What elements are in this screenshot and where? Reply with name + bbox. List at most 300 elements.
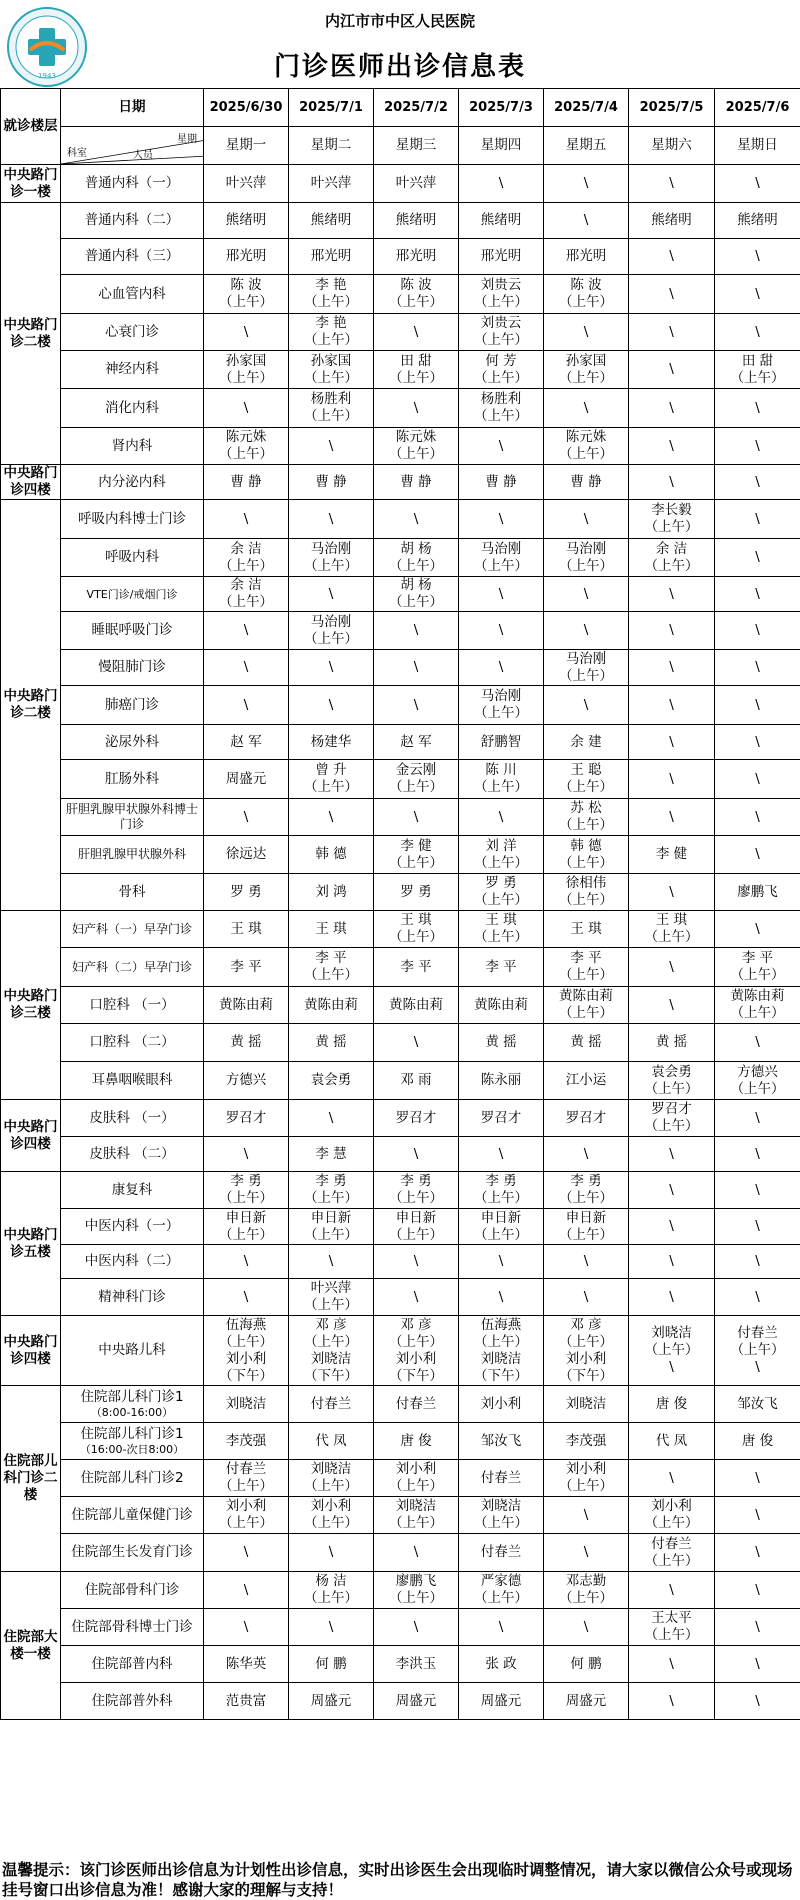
doctor-name: 叶兴萍 xyxy=(310,1280,352,1296)
doctor-name: \ xyxy=(328,808,334,825)
schedule-cell xyxy=(374,612,459,650)
schedule-cell xyxy=(544,1137,629,1172)
dept-cell xyxy=(61,428,204,465)
session-label: （上午） xyxy=(304,1333,358,1350)
doctor-name: 王 琪 xyxy=(570,920,602,937)
schedule-table xyxy=(0,88,800,1720)
schedule-cell xyxy=(204,1646,289,1683)
svg-text:1943: 1943 xyxy=(38,72,56,80)
doctor-name: 张 政 xyxy=(485,1655,517,1672)
floor-cell: 中央路门诊二楼 xyxy=(1,203,61,465)
schedule-cell xyxy=(289,1609,374,1646)
doctor-name: 黄陈由莉 xyxy=(304,996,358,1013)
doctor-name: 刘 鸿 xyxy=(315,883,347,900)
doctor-name: 邓 彦 xyxy=(400,1316,432,1333)
schedule-cell xyxy=(715,1423,800,1460)
schedule-cell xyxy=(204,1497,289,1534)
session-label: （上午） xyxy=(474,1333,528,1350)
doctor-name: 廖鹏飞 xyxy=(395,1573,437,1589)
dept-cell xyxy=(61,686,204,725)
dept-cell xyxy=(61,1423,204,1460)
doctor-name: 王 琪 xyxy=(485,912,517,928)
doctor-name: 付春兰 xyxy=(225,1461,267,1477)
dept-name: 肾内科 xyxy=(111,437,153,454)
schedule-cell xyxy=(374,1100,459,1137)
table-row xyxy=(1,275,800,314)
session-label: （上午） xyxy=(304,408,358,424)
dept-name: 住院部儿科门诊1 xyxy=(80,1425,184,1442)
doctor-name: \ xyxy=(498,437,504,454)
session-label: （上午） xyxy=(219,1333,273,1350)
doctor-name: 唐 俊 xyxy=(655,1395,688,1412)
schedule-cell xyxy=(715,1172,800,1209)
doctor-name: \ xyxy=(583,1145,589,1162)
weekday-cell: 星期四 xyxy=(459,127,544,165)
dept-cell xyxy=(61,275,204,314)
schedule-cell xyxy=(715,1279,800,1316)
schedule-cell xyxy=(289,1646,374,1683)
date-cell: 2025/7/5 xyxy=(629,89,715,127)
dept-name: 呼吸内科 xyxy=(105,549,159,565)
doctor-name: \ xyxy=(413,622,419,638)
schedule-cell xyxy=(374,1245,459,1279)
weekday-cell: 星期三 xyxy=(374,127,459,165)
doctor-name: 叶兴萍 xyxy=(225,175,267,191)
session-label: （上午） xyxy=(559,892,613,908)
doctor-name: 罗 勇 xyxy=(400,883,432,900)
schedule-cell xyxy=(459,836,544,874)
session-label: （上午） xyxy=(389,779,443,795)
schedule-cell xyxy=(204,1245,289,1279)
doctor-name: 韩 德 xyxy=(570,837,602,854)
doctor-name: 李 勇 xyxy=(230,1173,262,1189)
schedule-cell xyxy=(459,1683,544,1720)
doctor-name: 王 琪 xyxy=(655,912,688,928)
table-row xyxy=(1,874,800,911)
doctor-name: 邓 彦 xyxy=(570,1316,602,1333)
schedule-cell xyxy=(715,465,800,500)
doctor-name: 黄 摇 xyxy=(570,1034,602,1050)
doctor-name: \ xyxy=(669,1181,674,1198)
doctor-name: \ xyxy=(669,285,674,302)
dept-name: 口腔科 （一） xyxy=(89,996,175,1013)
doctor-name: \ xyxy=(669,659,674,675)
table-row xyxy=(1,1460,800,1497)
floor-cell: 住院部大楼一楼 xyxy=(1,1572,61,1720)
doctor-name: 李 健 xyxy=(400,837,432,854)
schedule-cell xyxy=(544,650,629,686)
schedule-cell xyxy=(289,725,374,760)
table-row xyxy=(1,1497,800,1534)
schedule-cell xyxy=(459,1534,544,1572)
schedule-cell xyxy=(289,239,374,275)
table-row xyxy=(1,465,800,500)
dept-cell xyxy=(61,1572,204,1609)
schedule-cell xyxy=(374,1423,459,1460)
doctor-name: \ xyxy=(583,1253,589,1269)
doctor-name: 周盛元 xyxy=(225,770,267,787)
doctor-name: \ xyxy=(669,473,674,490)
schedule-cell xyxy=(289,1172,374,1209)
session-label: （上午） xyxy=(389,294,443,310)
dept-cell xyxy=(61,314,204,351)
schedule-cell xyxy=(374,428,459,465)
schedule-cell xyxy=(544,1423,629,1460)
dept-cell xyxy=(61,948,204,987)
doctor-name: \ xyxy=(669,361,674,377)
schedule-cell xyxy=(629,275,715,314)
schedule-cell xyxy=(459,389,544,428)
schedule-cell xyxy=(544,612,629,650)
doctor-name: 刘晓洁 xyxy=(225,1395,267,1412)
schedule-cell xyxy=(289,314,374,351)
doctor-name: 熊绪明 xyxy=(480,212,522,228)
schedule-cell xyxy=(459,650,544,686)
schedule-cell xyxy=(374,1137,459,1172)
dept-name: 中医内科（一） xyxy=(84,1218,180,1234)
schedule-cell xyxy=(544,314,629,351)
schedule-cell xyxy=(629,428,715,465)
schedule-cell xyxy=(544,389,629,428)
schedule-cell xyxy=(629,874,715,911)
doctor-name: 陈 川 xyxy=(485,762,517,778)
doctor-name: \ xyxy=(498,1618,504,1635)
schedule-cell xyxy=(204,577,289,612)
schedule-cell xyxy=(374,1683,459,1720)
doctor-name: \ xyxy=(669,808,674,825)
doctor-name: 黄陈由莉 xyxy=(219,996,273,1013)
doctor-name: 李茂强 xyxy=(225,1432,267,1449)
schedule-cell xyxy=(289,1572,374,1609)
doctor-name: 廖鹏飞 xyxy=(737,883,778,900)
schedule-cell xyxy=(544,1209,629,1245)
doctor-name: 刘小利 xyxy=(565,1461,607,1477)
doctor-name: \ xyxy=(498,808,504,825)
doctor-name: 邓 彦 xyxy=(315,1316,347,1333)
doctor-name: 孙家国 xyxy=(225,352,267,369)
table-row xyxy=(1,1100,800,1137)
schedule-cell xyxy=(459,1497,544,1534)
schedule-cell xyxy=(204,539,289,577)
hospital-name: 内江市市中区人民医院 xyxy=(324,12,475,30)
doctor-name: \ xyxy=(328,1253,334,1269)
schedule-cell xyxy=(289,836,374,874)
schedule-cell xyxy=(544,1062,629,1100)
schedule-cell xyxy=(204,1609,289,1646)
dept-hours: （8:00-16:00） xyxy=(90,1405,174,1419)
doctor-name: 何 鹏 xyxy=(315,1655,347,1672)
session-label: （上午） xyxy=(559,967,613,983)
dept-name: 普通内科（二） xyxy=(84,212,180,228)
table-row xyxy=(1,650,800,686)
schedule-cell xyxy=(459,428,544,465)
schedule-cell xyxy=(629,836,715,874)
dept-cell xyxy=(61,239,204,275)
doctor-name: 余 洁 xyxy=(655,540,688,557)
schedule-cell xyxy=(289,650,374,686)
schedule-cell xyxy=(289,428,374,465)
schedule-cell xyxy=(374,1534,459,1572)
schedule-cell xyxy=(459,1137,544,1172)
doctor-name: 陈华英 xyxy=(225,1655,267,1672)
doctor-name: 唐 俊 xyxy=(400,1432,432,1449)
dept-cell xyxy=(61,1497,204,1534)
doctor-name: 代 凤 xyxy=(655,1432,688,1449)
schedule-cell xyxy=(204,1316,289,1386)
session-label: （上午） xyxy=(644,1342,699,1358)
schedule-cell xyxy=(289,1460,374,1497)
schedule-cell xyxy=(544,1460,629,1497)
table-row xyxy=(1,500,800,539)
schedule-cell xyxy=(715,799,800,836)
doctor-name: 刘晓洁 xyxy=(565,1395,607,1412)
dept-name: 心衰门诊 xyxy=(105,323,159,340)
table-row xyxy=(1,165,800,203)
schedule-cell xyxy=(715,1100,800,1137)
doctor-name: 唐 俊 xyxy=(741,1432,774,1449)
schedule-cell xyxy=(289,948,374,987)
schedule-cell xyxy=(374,1572,459,1609)
doctor-name: 徐远达 xyxy=(225,846,267,862)
dept-hours: （16:00-次日8:00） xyxy=(79,1442,185,1456)
session-label: （上午） xyxy=(389,929,443,945)
doctor-name: 金云刚 xyxy=(395,762,437,778)
session-label: （上午） xyxy=(219,557,273,574)
schedule-cell xyxy=(715,428,800,465)
table-row xyxy=(1,428,800,465)
doctor-name: \ xyxy=(669,622,674,638)
date-cell: 2025/6/30 xyxy=(204,89,289,127)
doctor-name: \ xyxy=(413,1618,419,1635)
doctor-name: \ xyxy=(669,323,674,340)
schedule-cell xyxy=(204,836,289,874)
schedule-cell xyxy=(629,389,715,428)
dept-cell xyxy=(61,1137,204,1172)
schedule-cell xyxy=(289,1245,374,1279)
date-cell: 2025/7/4 xyxy=(544,89,629,127)
dept-cell xyxy=(61,987,204,1024)
doctor-name: 周盛元 xyxy=(395,1692,437,1709)
session-label: （上午） xyxy=(474,557,528,574)
schedule-cell xyxy=(289,577,374,612)
doctor-name: 刘小利 xyxy=(310,1498,352,1514)
doctor-name: 刘小利 xyxy=(565,1350,607,1367)
doctor-name: 申日新 xyxy=(395,1209,437,1226)
schedule-cell xyxy=(204,760,289,799)
table-row xyxy=(1,239,800,275)
doctor-name: 李茂强 xyxy=(565,1432,607,1449)
schedule-cell xyxy=(374,725,459,760)
table-row xyxy=(1,1386,800,1423)
doctor-name: 刘晓洁 xyxy=(480,1350,522,1367)
doctor-name: \ xyxy=(583,622,589,638)
dept-cell xyxy=(61,1683,204,1720)
schedule-cell xyxy=(374,836,459,874)
dept-name: 住院部生长发育门诊 xyxy=(71,1544,193,1560)
schedule-cell xyxy=(204,1460,289,1497)
schedule-cell xyxy=(544,686,629,725)
doctor-name: 赵 军 xyxy=(230,733,262,750)
doctor-name: \ xyxy=(498,659,504,675)
session-label: （上午） xyxy=(474,1515,528,1531)
doctor-name: \ xyxy=(498,1253,504,1269)
schedule-cell xyxy=(374,203,459,239)
doctor-name: 刘小利 xyxy=(395,1461,437,1477)
doctor-name: \ xyxy=(669,1218,674,1234)
doctor-name: 罗召才 xyxy=(480,1109,522,1126)
doctor-name: \ xyxy=(755,175,760,191)
dept-cell xyxy=(61,1534,204,1572)
schedule-cell xyxy=(544,203,629,239)
table-row xyxy=(1,1024,800,1062)
session-label: （上午） xyxy=(219,1190,273,1206)
weekday-cell: 星期六 xyxy=(629,127,715,165)
floor-cell: 中央路门诊三楼 xyxy=(1,911,61,1100)
schedule-cell xyxy=(204,1279,289,1316)
schedule-cell xyxy=(715,836,800,874)
doctor-name: \ xyxy=(755,1506,760,1523)
doctor-name: \ xyxy=(583,1506,589,1523)
doctor-name: 邓志勤 xyxy=(565,1573,607,1589)
schedule-cell xyxy=(289,1316,374,1386)
doctor-name: 徐相伟 xyxy=(565,875,607,891)
doctor-name: \ xyxy=(669,996,674,1013)
table-row xyxy=(1,1572,800,1609)
doctor-name: 曾 升 xyxy=(315,762,347,778)
dept-name: 肛肠外科 xyxy=(105,770,159,787)
weekday-axis-label: 星期 xyxy=(177,134,197,145)
schedule-cell xyxy=(715,314,800,351)
doctor-name: 陈元姝 xyxy=(395,429,437,445)
doctor-name: 李 勇 xyxy=(400,1173,432,1189)
table-row xyxy=(1,314,800,351)
schedule-cell xyxy=(204,465,289,500)
doctor-name: 袁会勇 xyxy=(651,1063,692,1080)
doctor-name: 李长毅 xyxy=(651,502,692,518)
schedule-cell xyxy=(629,799,715,836)
doctor-name: \ xyxy=(669,175,674,191)
doctor-name: \ xyxy=(669,1359,674,1375)
doctor-name: 周盛元 xyxy=(310,1692,352,1709)
session-label: （上午） xyxy=(474,929,528,945)
doctor-name: 叶兴萍 xyxy=(395,175,437,191)
doctor-name: \ xyxy=(498,622,504,638)
dept-axis-label: 科室 xyxy=(67,148,87,159)
dept-cell xyxy=(61,500,204,539)
schedule-cell xyxy=(459,612,544,650)
doctor-name: \ xyxy=(413,1034,419,1050)
doctor-name: 黄陈由莉 xyxy=(474,996,528,1013)
table-row xyxy=(1,389,800,428)
doctor-name: 李 慧 xyxy=(315,1145,347,1162)
doctor-name: 方德兴 xyxy=(225,1072,267,1088)
doctor-name: \ xyxy=(669,1692,674,1709)
doctor-name: 罗 勇 xyxy=(485,875,517,891)
session-label: （上午） xyxy=(559,1190,613,1206)
schedule-cell xyxy=(204,1423,289,1460)
dept-cell xyxy=(61,1609,204,1646)
doctor-name: \ xyxy=(755,659,760,675)
session-label: （上午） xyxy=(389,1478,443,1494)
doctor-name: 陈 波 xyxy=(230,277,262,293)
dept-name: 中医内科（二） xyxy=(84,1253,180,1269)
doctor-name: \ xyxy=(755,1581,760,1598)
doctor-name: 刘贵云 xyxy=(480,315,522,331)
schedule-cell xyxy=(374,686,459,725)
doctor-name: \ xyxy=(755,585,760,602)
doctor-name: 陈元姝 xyxy=(565,429,607,445)
schedule-cell xyxy=(204,1209,289,1245)
session-label: （上午） xyxy=(474,369,528,386)
doctor-name: \ xyxy=(498,1288,504,1305)
doctor-name: \ xyxy=(755,399,760,416)
schedule-cell xyxy=(715,1209,800,1245)
schedule-cell xyxy=(289,539,374,577)
schedule-cell xyxy=(204,948,289,987)
dept-name: 内分泌内科 xyxy=(98,473,166,490)
schedule-cell xyxy=(629,165,715,203)
schedule-cell xyxy=(204,725,289,760)
doctor-name: 刘小利 xyxy=(225,1498,267,1514)
doctor-name: 黄 摇 xyxy=(485,1034,517,1050)
doctor-name: \ xyxy=(583,510,589,527)
schedule-cell xyxy=(715,612,800,650)
doctor-name: 陈永丽 xyxy=(480,1072,522,1088)
schedule-cell xyxy=(544,1646,629,1683)
schedule-cell xyxy=(459,948,544,987)
dept-cell xyxy=(61,351,204,389)
table-row xyxy=(1,1137,800,1172)
schedule-cell xyxy=(204,428,289,465)
doctor-name: \ xyxy=(243,1618,249,1635)
session-label: （上午） xyxy=(219,594,273,610)
session-label: （上午） xyxy=(474,332,528,348)
date-header: 日期 xyxy=(61,89,204,127)
session-label: （上午） xyxy=(559,1005,613,1021)
schedule-cell xyxy=(459,725,544,760)
schedule-cell xyxy=(204,314,289,351)
schedule-cell xyxy=(374,1386,459,1423)
schedule-cell xyxy=(459,1316,544,1386)
schedule-cell xyxy=(204,1534,289,1572)
session-label: （上午） xyxy=(474,892,528,908)
schedule-cell xyxy=(715,650,800,686)
doctor-name: \ xyxy=(243,1288,249,1305)
schedule-cell xyxy=(544,577,629,612)
schedule-cell xyxy=(544,351,629,389)
schedule-cell xyxy=(715,1245,800,1279)
doctor-name: 熊绪明 xyxy=(651,212,692,228)
schedule-cell xyxy=(289,1209,374,1245)
doctor-name: 黄陈由莉 xyxy=(730,988,785,1004)
doctor-name: 付春兰 xyxy=(395,1395,437,1412)
doctor-name: 刘小利 xyxy=(651,1498,692,1514)
schedule-cell xyxy=(629,539,715,577)
doctor-name: 陈元姝 xyxy=(225,429,267,445)
schedule-cell xyxy=(715,1316,800,1386)
dept-name: 呼吸内科博士门诊 xyxy=(78,510,186,527)
session-label: （上午） xyxy=(559,1333,613,1350)
schedule-cell xyxy=(289,987,374,1024)
session-label: （上午） xyxy=(644,1515,699,1531)
doctor-name: \ xyxy=(498,175,504,191)
schedule-cell xyxy=(459,1209,544,1245)
session-label: （上午） xyxy=(304,1226,358,1243)
doctor-name: 曹 静 xyxy=(230,473,262,490)
table-row xyxy=(1,1062,800,1100)
table-row xyxy=(1,987,800,1024)
schedule-cell xyxy=(459,577,544,612)
